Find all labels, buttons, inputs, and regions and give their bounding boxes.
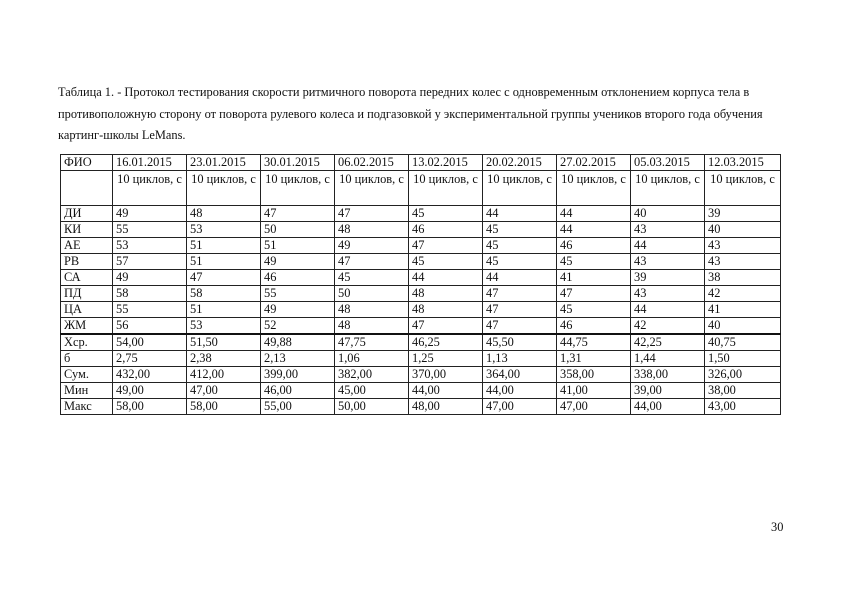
unit-row [61,171,781,206]
stat-value-cell: 358,00 [557,367,631,383]
table-row [61,270,781,286]
value-cell: 46 [409,222,483,238]
value-cell: 39 [631,270,705,286]
value-cell: 48 [409,286,483,302]
table-row [61,318,781,335]
value-cell: 55 [113,222,187,238]
stats-row [61,367,781,383]
row-name-cell: АЕ [61,238,113,254]
header-date-cell: 05.03.2015 [631,155,705,171]
value-cell: 45 [335,270,409,286]
table-row [61,254,781,270]
value-cell: 43 [705,238,781,254]
stat-value-cell: 54,00 [113,334,187,351]
value-cell: 44 [557,222,631,238]
value-cell: 44 [483,206,557,222]
value-cell: 51 [187,302,261,318]
row-name-cell: РВ [61,254,113,270]
unit-cell: 10 циклов, с [557,171,631,206]
stat-value-cell: 44,00 [409,383,483,399]
stat-value-cell: 44,75 [557,334,631,351]
stat-value-cell: 38,00 [705,383,781,399]
table-row [61,286,781,302]
stat-value-cell: 1,13 [483,351,557,367]
value-cell: 49 [261,254,335,270]
stat-value-cell: 432,00 [113,367,187,383]
value-cell: 55 [261,286,335,302]
value-cell: 47 [409,318,483,335]
value-cell: 40 [705,318,781,335]
value-cell: 47 [557,286,631,302]
stat-value-cell: 382,00 [335,367,409,383]
header-date-cell: 27.02.2015 [557,155,631,171]
value-cell: 45 [557,254,631,270]
stat-value-cell: 47,75 [335,334,409,351]
stat-value-cell: 39,00 [631,383,705,399]
value-cell: 43 [631,222,705,238]
value-cell: 49 [335,238,409,254]
stat-name-cell: Сум. [61,367,113,383]
unit-cell: 10 циклов, с [631,171,705,206]
value-cell: 40 [705,222,781,238]
stat-value-cell: 44,00 [631,399,705,415]
value-cell: 58 [187,286,261,302]
stat-value-cell: 42,25 [631,334,705,351]
stat-value-cell: 399,00 [261,367,335,383]
value-cell: 45 [483,238,557,254]
value-cell: 49 [261,302,335,318]
value-cell: 43 [631,254,705,270]
stat-value-cell: 49,88 [261,334,335,351]
table-row [61,302,781,318]
value-cell: 47 [335,254,409,270]
value-cell: 53 [187,318,261,335]
value-cell: 52 [261,318,335,335]
stat-value-cell: 51,50 [187,334,261,351]
value-cell: 47 [483,302,557,318]
value-cell: 48 [335,318,409,335]
stat-name-cell: Мин [61,383,113,399]
stat-name-cell: Макс [61,399,113,415]
value-cell: 41 [557,270,631,286]
value-cell: 44 [483,270,557,286]
value-cell: 44 [631,238,705,254]
stat-value-cell: 44,00 [483,383,557,399]
header-date-cell: 20.02.2015 [483,155,557,171]
value-cell: 39 [705,206,781,222]
row-name-cell: ПД [61,286,113,302]
value-cell: 42 [631,318,705,335]
row-name-cell: КИ [61,222,113,238]
stat-value-cell: 46,25 [409,334,483,351]
header-date-cell: 16.01.2015 [113,155,187,171]
unit-cell: 10 циклов, с [261,171,335,206]
value-cell: 45 [409,254,483,270]
value-cell: 45 [557,302,631,318]
stat-value-cell: 55,00 [261,399,335,415]
stat-value-cell: 2,38 [187,351,261,367]
stat-value-cell: 326,00 [705,367,781,383]
value-cell: 51 [187,254,261,270]
value-cell: 44 [409,270,483,286]
value-cell: 45 [409,206,483,222]
stat-value-cell: 2,13 [261,351,335,367]
table-row [61,222,781,238]
stats-row [61,383,781,399]
unit-empty-cell [61,171,113,206]
value-cell: 55 [113,302,187,318]
page-number: 30 [771,520,784,534]
stat-value-cell: 41,00 [557,383,631,399]
value-cell: 47 [187,270,261,286]
value-cell: 49 [113,270,187,286]
stat-value-cell: 47,00 [557,399,631,415]
stat-value-cell: 47,00 [187,383,261,399]
value-cell: 46 [557,238,631,254]
stats-row [61,399,781,415]
value-cell: 48 [409,302,483,318]
stat-value-cell: 1,44 [631,351,705,367]
value-cell: 44 [557,206,631,222]
value-cell: 47 [409,238,483,254]
unit-cell: 10 циклов, с [113,171,187,206]
stat-value-cell: 1,06 [335,351,409,367]
stat-value-cell: 412,00 [187,367,261,383]
stat-value-cell: 43,00 [705,399,781,415]
value-cell: 43 [705,254,781,270]
unit-cell: 10 циклов, с [705,171,781,206]
stats-row [61,334,781,351]
header-name-cell: ФИО [61,155,113,171]
stat-value-cell: 370,00 [409,367,483,383]
value-cell: 45 [483,254,557,270]
header-date-cell: 30.01.2015 [261,155,335,171]
value-cell: 47 [261,206,335,222]
value-cell: 53 [187,222,261,238]
header-row [61,155,781,171]
stat-value-cell: 1,25 [409,351,483,367]
value-cell: 51 [261,238,335,254]
value-cell: 38 [705,270,781,286]
value-cell: 43 [631,286,705,302]
table-caption: Таблица 1. - Протокол тестирования скорости ритмичного поворота передних колес с одновременным отклонением корпуса тела в противоположную сторону от поворота рулевого колеса и подгазовкой у экспериментальной группы учеников второго года обучения картинг-школы LeMans. [58,85,763,142]
row-name-cell: ЦА [61,302,113,318]
stat-value-cell: 338,00 [631,367,705,383]
stat-value-cell: 49,00 [113,383,187,399]
stat-value-cell: 58,00 [113,399,187,415]
table-row [61,206,781,222]
unit-cell: 10 циклов, с [187,171,261,206]
row-name-cell: ЖМ [61,318,113,335]
stat-name-cell: Хср. [61,334,113,351]
stat-value-cell: 45,00 [335,383,409,399]
results-table [60,154,781,415]
header-date-cell: 13.02.2015 [409,155,483,171]
stats-row [61,351,781,367]
value-cell: 45 [483,222,557,238]
value-cell: 42 [705,286,781,302]
stat-value-cell: 1,50 [705,351,781,367]
value-cell: 46 [557,318,631,335]
value-cell: 51 [187,238,261,254]
row-name-cell: ДИ [61,206,113,222]
stat-value-cell: 46,00 [261,383,335,399]
unit-cell: 10 циклов, с [483,171,557,206]
value-cell: 50 [261,222,335,238]
stat-value-cell: 1,31 [557,351,631,367]
value-cell: 56 [113,318,187,335]
value-cell: 41 [705,302,781,318]
stat-name-cell: б [61,351,113,367]
stat-value-cell: 45,50 [483,334,557,351]
value-cell: 46 [261,270,335,286]
value-cell: 47 [483,286,557,302]
stat-value-cell: 48,00 [409,399,483,415]
value-cell: 44 [631,302,705,318]
row-name-cell: СА [61,270,113,286]
value-cell: 47 [483,318,557,335]
value-cell: 48 [335,302,409,318]
header-date-cell: 06.02.2015 [335,155,409,171]
value-cell: 47 [335,206,409,222]
stat-value-cell: 2,75 [113,351,187,367]
value-cell: 50 [335,286,409,302]
stat-value-cell: 364,00 [483,367,557,383]
header-date-cell: 23.01.2015 [187,155,261,171]
value-cell: 40 [631,206,705,222]
value-cell: 49 [113,206,187,222]
stat-value-cell: 47,00 [483,399,557,415]
unit-cell: 10 циклов, с [409,171,483,206]
value-cell: 53 [113,238,187,254]
stat-value-cell: 40,75 [705,334,781,351]
table-row [61,238,781,254]
unit-cell: 10 циклов, с [335,171,409,206]
stat-value-cell: 58,00 [187,399,261,415]
value-cell: 48 [335,222,409,238]
value-cell: 57 [113,254,187,270]
value-cell: 48 [187,206,261,222]
value-cell: 58 [113,286,187,302]
stat-value-cell: 50,00 [335,399,409,415]
header-date-cell: 12.03.2015 [705,155,781,171]
